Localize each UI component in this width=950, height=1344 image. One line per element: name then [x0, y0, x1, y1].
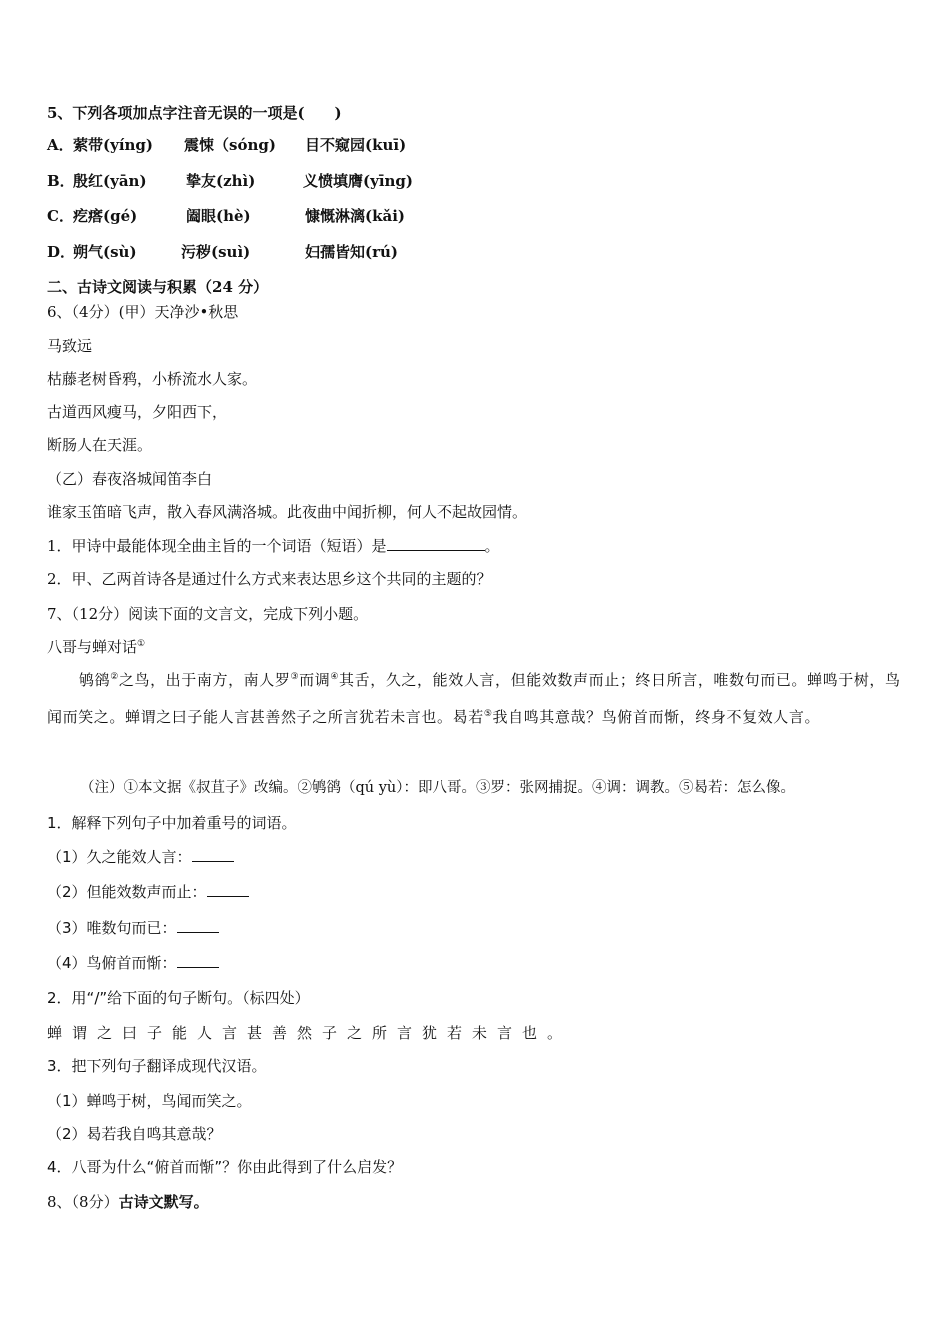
q6-sub1 [47, 535, 500, 557]
q5-option-d-item1: 朔气(sù) [73, 243, 137, 261]
q5-option-c-item3: 慷慨淋漓(kǎi) [305, 207, 406, 225]
q5-option-b-item1: 殷红(yān) [73, 172, 147, 190]
answer-blank[interactable] [177, 953, 219, 968]
q7-sub1-item-text: （1）久之能效人言： [47, 848, 192, 866]
footnote-mark: ⑤ [483, 709, 493, 719]
q5-option-c-label: C． [47, 207, 74, 225]
answer-blank[interactable] [177, 918, 219, 933]
q8-heading: 古诗文默写。 [118, 1193, 209, 1211]
q6-poem-line-3: 断肠人在天涯。 [47, 436, 153, 454]
q7-sub1-item-text: （4）鸟俯首而惭： [47, 954, 177, 972]
q6-poem2-text: 谁家玉笛暗飞声，散入春风满洛城。此夜曲中闻折柳，何人不起故园情。 [47, 503, 528, 521]
q6-poem-line-2: 古道西风瘦马，夕阳西下， [47, 403, 228, 421]
q5-option-d-item2: 污秽(suì) [181, 243, 251, 261]
footnote-mark: ① [137, 639, 146, 649]
q7-sub1-item-1 [47, 846, 234, 868]
q8-title [47, 1191, 209, 1213]
answer-blank[interactable] [192, 847, 234, 862]
q5-option-b-item2: 挚友(zhì) [186, 172, 256, 190]
q7-title: 7、（12分）阅读下面的文言文，完成下列小题。 [47, 605, 369, 623]
q7-sub2-sentence: 蝉谓之曰子能人言甚善然子之所言犹若未言也。 [47, 1024, 573, 1042]
q7-sub3-item-1: （1）蝉鸣于树，鸟闻而笑之。 [47, 1092, 252, 1110]
q5-option-a-label: A． [47, 136, 74, 154]
q5-option-a-item2: 震悚（sóng) [184, 136, 276, 154]
q7-sub3-item-2: （2）曷若我自鸣其意哉？ [47, 1125, 222, 1143]
section-heading: 二、古诗文阅读与积累（24 分） [47, 278, 269, 296]
footnote-mark: ② [110, 672, 119, 682]
q5-stem: 5、下列各项加点字注音无误的一项是( ) [47, 104, 342, 122]
q6-sub1-end: 。 [484, 537, 500, 555]
q5-option-d-item3: 妇孺皆知(rú) [305, 243, 399, 261]
q7-sub2: 2．用“/”给下面的句子断句。（标四处） [47, 989, 310, 1007]
q5-option-b-label: B． [47, 172, 75, 190]
q5-option-a-item3: 目不窥园(kuī) [305, 136, 407, 154]
q7-passage [47, 662, 907, 736]
q7-passage-title-text: 八哥与蝉对话 [47, 638, 138, 656]
passage-part: 而调 [299, 671, 331, 689]
q6-sub1-text: 1．甲诗中最能体现全曲主旨的一个词语（短语）是 [47, 537, 387, 555]
q6-poem2-title: （乙）春夜洛城闻笛李白 [47, 470, 213, 488]
q5-option-a-item1: 萦带(yíng) [73, 136, 154, 154]
q5-option-c-item2: 阖眼(hè) [186, 207, 251, 225]
q7-sub1: 1．解释下列句子中加着重号的词语。 [47, 814, 297, 832]
q5-option-b-item3: 义愤填膺(yīng) [303, 172, 414, 190]
passage-part: 我自鸣其意哉？鸟俯首而惭，终身不复效人言。 [492, 708, 821, 726]
footnote-mark: ③ [290, 672, 300, 682]
q7-sub1-item-text: （2）但能效数声而止： [47, 883, 207, 901]
q7-note: （注）①本文据《叔苴子》改编。②鸲鹆（qú yù）：即八哥。③罗：张网捕捉。④调：调教。⑤曷若：怎么像。 [80, 780, 796, 796]
q6-sub2: 2．甲、乙两首诗各是通过什么方式来表达思乡这个共同的主题的？ [47, 570, 492, 588]
q7-sub3: 3．把下列句子翻译成现代汉语。 [47, 1057, 267, 1075]
q7-sub1-item-text: （3）唯数句而已： [47, 919, 177, 937]
q6-title: 6、（4分）(甲）天净沙•秋思 [47, 303, 239, 321]
q7-sub1-item-4 [47, 952, 219, 974]
q7-passage-title [47, 636, 145, 658]
passage-part: 鸲鹆 [79, 671, 111, 689]
q5-option-d-label: D． [47, 243, 76, 261]
q7-sub4: 4．八哥为什么“俯首而惭”？你由此得到了什么启发？ [47, 1158, 403, 1176]
answer-blank[interactable] [207, 882, 249, 897]
passage-part: 其舌，久之，能效人言，但能效数声而止；终日所言，唯数句而已。蝉鸣于树，鸟闻而笑之。蝉谓之曰子能人言甚善然子之所言犹若未言也。曷若 [47, 671, 901, 726]
q7-sub1-item-3 [47, 917, 219, 939]
passage-part: 之鸟，出于南方，南人罗 [118, 671, 291, 689]
q5-option-c-item1: 疙瘩(gé) [73, 207, 138, 225]
footnote-mark: ④ [330, 672, 340, 682]
answer-blank[interactable] [387, 536, 485, 551]
q6-author: 马致远 [47, 337, 93, 355]
q7-sub1-item-2 [47, 881, 249, 903]
q8-prefix: 8、（8分） [47, 1193, 119, 1211]
q6-poem-line-1: 枯藤老树昏鸦，小桥流水人家。 [47, 370, 258, 388]
